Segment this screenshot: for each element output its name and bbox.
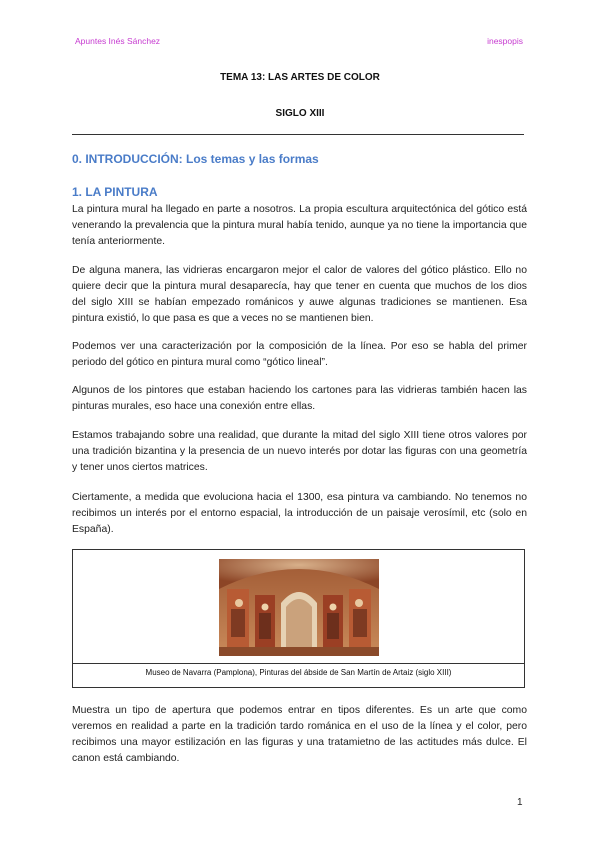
paragraph-7: Muestra un tipo de apertura que podemos entrar en tipos diferentes. Es un arte que como veremos en realidad a parte en la tradición tardo románica en el uso de la línea y el color, pero recibimos una mayor estilización en las figuras y una tratamietno de las actitudes más dulce. El canon está cambiando. [72, 705, 527, 764]
figure-caption: Museo de Navarra (Pamplona), Pinturas del ábside de San Martín de Artaiz (siglo XIII) [145, 668, 452, 677]
page-number: 1 [517, 797, 523, 808]
paragraph-3: Podemos ver una caracterización por la composición de la línea. Por eso se habla del primer periodo del gótico en pintura mural como “gótico lineal”. [72, 341, 527, 368]
intro-heading: 0. INTRODUCCIÓN: Los temas y las formas [72, 152, 319, 166]
title-divider [72, 134, 524, 135]
page-header [75, 36, 525, 50]
paragraph-2: De alguna manera, las vidrieras encargaron mejor el calor de valores del gótico plástico. Ello no quiere decir que la pintura mural desaparecía, hay que tener en cuenta que muchos de los dios del siglo XIII se habían empezado románicos y auwe algunas tradiciones se mantienen. Esa pintura existió, lo que pasa es que a veces no se mantienen bien. [72, 265, 527, 324]
header-author: Apuntes Inés Sánchez [75, 36, 161, 46]
figure-box [72, 549, 525, 688]
caption-divider [73, 663, 524, 664]
paragraph-6: Ciertamente, a medida que evoluciona hacia el 1300, esa pintura va cambiando. No tenemos no recibimos un interés por el entorno espacial, la introducción de un paisaje verosímil, etc (solo en España). [72, 492, 527, 535]
paragraph-1: La pintura mural ha llegado en parte a nosotros. La propia escultura arquitectónica del gótico está venerando la prevalencia que la pintura mural había tenido, aunque ya no tiene la importancia que tenía anteriormente. [72, 204, 527, 247]
paragraph-4: Algunos de los pintores que estaban haciendo los cartones para las vidrieras también hacen las pinturas murales, eso hace una conexión entre ellas. [72, 385, 527, 412]
painting-heading: 1. LA PINTURA [72, 185, 158, 199]
paragraph-5: Estamos trabajando sobre una realidad, que durante la mitad del siglo XIII tiene otros valores por una tradición bizantina y la presencia de un nuevo interés por dotar las figuras con una geometría y tener unos ciertos matrices. [72, 430, 527, 473]
header-username: inespopis [487, 36, 523, 46]
document-title: TEMA 13: LAS ARTES DE COLOR [220, 72, 380, 83]
apse-painting-image [219, 559, 379, 656]
document-subtitle: SIGLO XIII [275, 108, 325, 119]
